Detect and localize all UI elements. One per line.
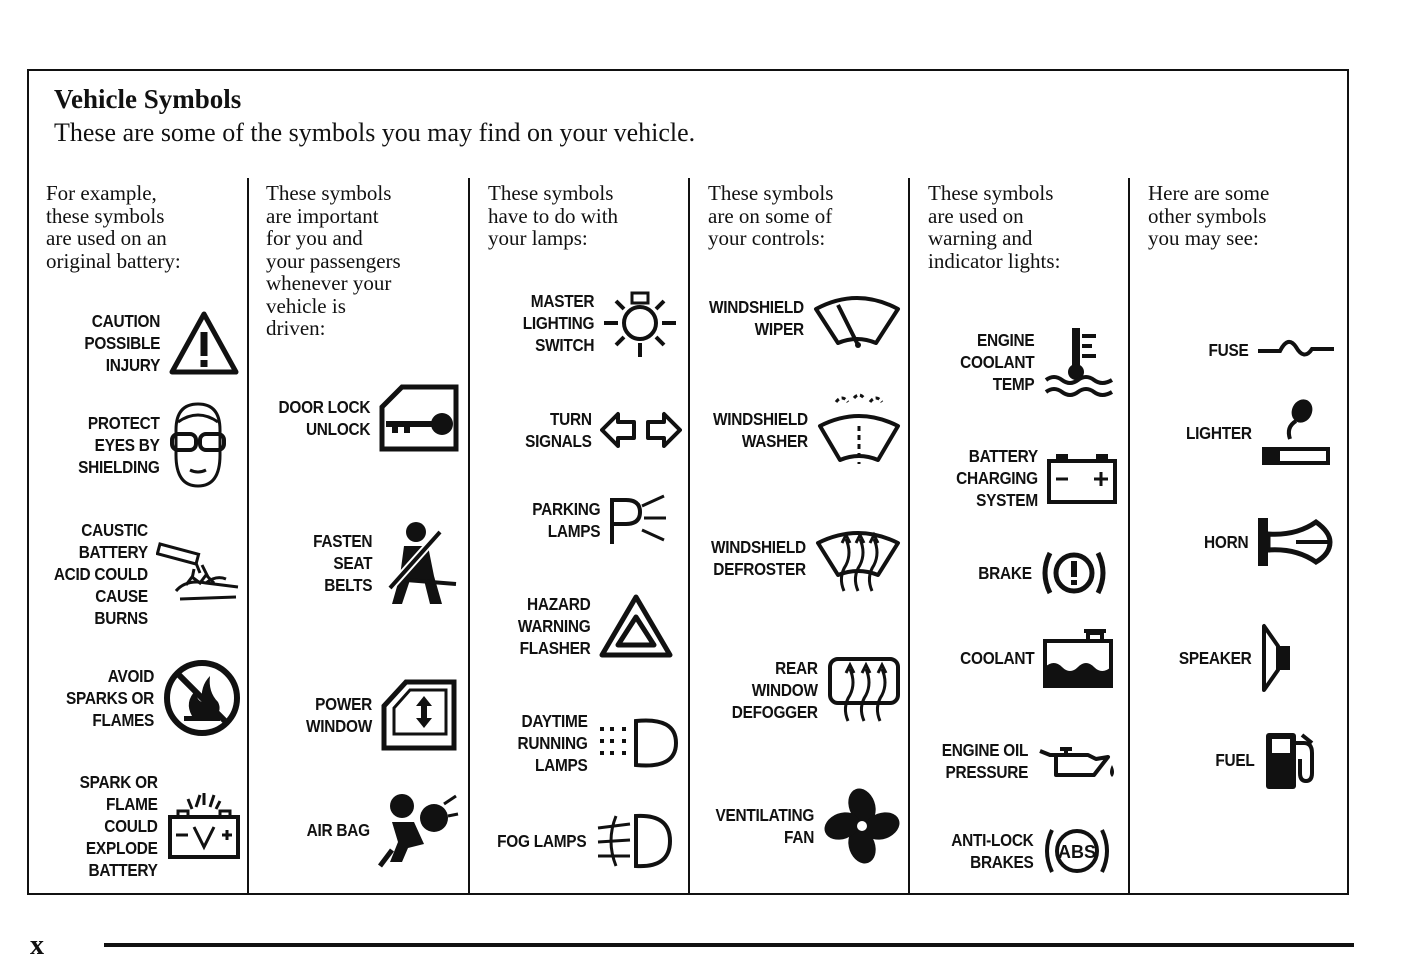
symbol-ventilating-fan (702, 785, 902, 867)
fuel-pump-icon (1262, 729, 1318, 791)
symbol-battery-charging (945, 443, 1118, 513)
symbol-protect-eyes (67, 400, 228, 490)
lighting-switch-icon (602, 287, 678, 359)
symbol-label: FOG LAMPS (496, 831, 586, 851)
symbol-parking-lamps (523, 490, 668, 550)
symbol-turn-signals (516, 400, 682, 460)
symbol-speaker (1169, 620, 1292, 695)
symbol-label: SPARK OR FLAME COULD EXPLODE BATTERY (79, 772, 158, 880)
symbol-label: COOLANT (959, 647, 1034, 668)
symbol-brake (971, 545, 1108, 601)
symbol-lighter (1177, 395, 1330, 470)
abs-text: ABS (1057, 842, 1097, 862)
coolant-temp-icon (1042, 326, 1116, 398)
parking-lamps-icon (608, 492, 668, 548)
symbol-seat-belt (305, 515, 460, 610)
symbol-daytime-running (508, 705, 680, 780)
wiper-icon (812, 287, 902, 349)
warning-triangle-icon (168, 310, 240, 376)
brake-icon (1040, 545, 1108, 601)
symbol-label: FUSE (1207, 340, 1248, 360)
symbol-label: CAUSTIC BATTERY ACID COULD CAUSE BURNS (53, 520, 148, 628)
seat-belt-icon (380, 518, 460, 608)
symbol-label: MASTER LIGHTING SWITCH (522, 290, 594, 355)
symbol-windshield-wiper (696, 283, 902, 353)
power-window-icon (380, 678, 458, 752)
symbol-hazard (508, 588, 674, 663)
column-divider (247, 178, 249, 895)
symbol-label: PROTECT EYES BY SHIELDING (78, 413, 160, 477)
defroster-icon (814, 523, 902, 593)
symbol-label: WINDSHIELD WIPER (709, 297, 804, 339)
fan-icon (822, 786, 902, 866)
symbol-fuse (1203, 330, 1336, 370)
column-intro: These symbols are on some of your controls: (708, 181, 834, 250)
symbol-fog-lamps (485, 808, 674, 874)
symbol-caution-possible-injury (74, 305, 240, 380)
symbol-coolant (950, 625, 1114, 690)
symbol-label: FUEL (1214, 750, 1254, 770)
symbol-anti-lock-brakes (940, 822, 1112, 880)
turn-signal-arrows-icon (600, 410, 682, 450)
symbol-label: BRAKE (978, 563, 1032, 583)
symbol-label: ENGINE COOLANT TEMP (959, 330, 1034, 394)
oil-can-icon (1036, 741, 1116, 781)
symbol-label: SPEAKER (1179, 647, 1252, 668)
symbol-windshield-washer (700, 390, 902, 470)
symbol-windshield-defroster (698, 520, 902, 595)
page-number: x (30, 930, 44, 961)
fog-lamp-icon (594, 810, 674, 872)
column-divider (908, 178, 910, 895)
symbol-label: DOOR LOCK UNLOCK (278, 396, 370, 439)
column-intro: Here are some other symbols you may see: (1148, 181, 1270, 250)
battery-explode-icon (166, 791, 242, 861)
horn-icon (1256, 514, 1334, 570)
symbol-label: AIR BAG (306, 820, 370, 840)
abs-icon (1042, 822, 1112, 880)
page-title: Vehicle Symbols (54, 84, 242, 114)
lighter-icon (1260, 397, 1330, 469)
symbol-label: VENTILATING FAN (715, 805, 814, 847)
acid-hand-icon (156, 539, 242, 609)
symbol-avoid-sparks (54, 655, 242, 740)
symbol-label: WINDSHIELD WASHER (713, 409, 808, 451)
symbol-spark-explode (69, 770, 242, 882)
face-goggles-icon (168, 400, 228, 490)
symbol-label: LIGHTER (1186, 422, 1252, 443)
column-divider (1128, 178, 1130, 895)
symbol-door-lock (266, 380, 460, 455)
air-bag-icon (378, 790, 460, 870)
column-intro: For example, these symbols are used on an original battery: (46, 181, 181, 273)
symbol-label: ANTI-LOCK BRAKES (951, 830, 1034, 872)
symbol-label: REAR WINDOW DEFOGGER (731, 657, 818, 722)
daytime-lamp-icon (596, 713, 680, 773)
symbol-engine-coolant-temp (950, 322, 1116, 402)
battery-icon (1046, 451, 1118, 505)
symbol-caustic-acid (41, 518, 242, 630)
symbol-rear-defogger (720, 652, 902, 727)
symbol-label: WINDSHIELD DEFROSTER (711, 536, 806, 579)
speaker-icon (1260, 622, 1292, 694)
door-lock-icon (378, 383, 460, 453)
symbol-power-window (297, 675, 458, 755)
symbol-engine-oil (930, 735, 1116, 787)
symbol-label: CAUTION POSSIBLE INJURY (84, 310, 160, 375)
symbol-label: PARKING LAMPS (531, 499, 600, 541)
column-intro: These symbols are used on warning and indicator lights: (928, 181, 1061, 273)
symbol-master-lighting (513, 285, 678, 360)
symbol-label: FASTEN SEAT BELTS (312, 530, 372, 595)
symbol-label: HAZARD WARNING FLASHER (517, 593, 590, 658)
symbol-label: TURN SIGNALS (525, 409, 592, 451)
column-intro: These symbols have to do with your lamps: (488, 181, 619, 250)
column-divider (468, 178, 470, 895)
hazard-triangle-icon (598, 593, 674, 659)
no-flame-icon (162, 658, 242, 738)
column-intro: These symbols are important for you and your passengers whenever your vehicle is driven: (266, 181, 401, 340)
fuse-icon (1256, 335, 1336, 365)
symbol-horn (1198, 512, 1334, 572)
coolant-tank-icon (1042, 627, 1114, 689)
symbol-label: POWER WINDOW (306, 694, 372, 736)
symbol-label: HORN (1203, 532, 1248, 552)
symbol-label: ENGINE OIL PRESSURE (941, 740, 1028, 782)
rear-defogger-icon (826, 655, 902, 725)
symbol-label: DAYTIME RUNNING LAMPS (517, 710, 588, 775)
symbol-fuel (1210, 727, 1319, 793)
symbol-label: BATTERY CHARGING SYSTEM (956, 446, 1038, 510)
washer-icon (816, 390, 902, 470)
footer-rule (104, 943, 1354, 947)
page-subtitle: These are some of the symbols you may find on your vehicle. (54, 118, 696, 147)
column-divider (688, 178, 690, 895)
symbol-label: AVOID SPARKS OR FLAMES (65, 665, 154, 730)
symbol-air-bag (298, 790, 460, 870)
